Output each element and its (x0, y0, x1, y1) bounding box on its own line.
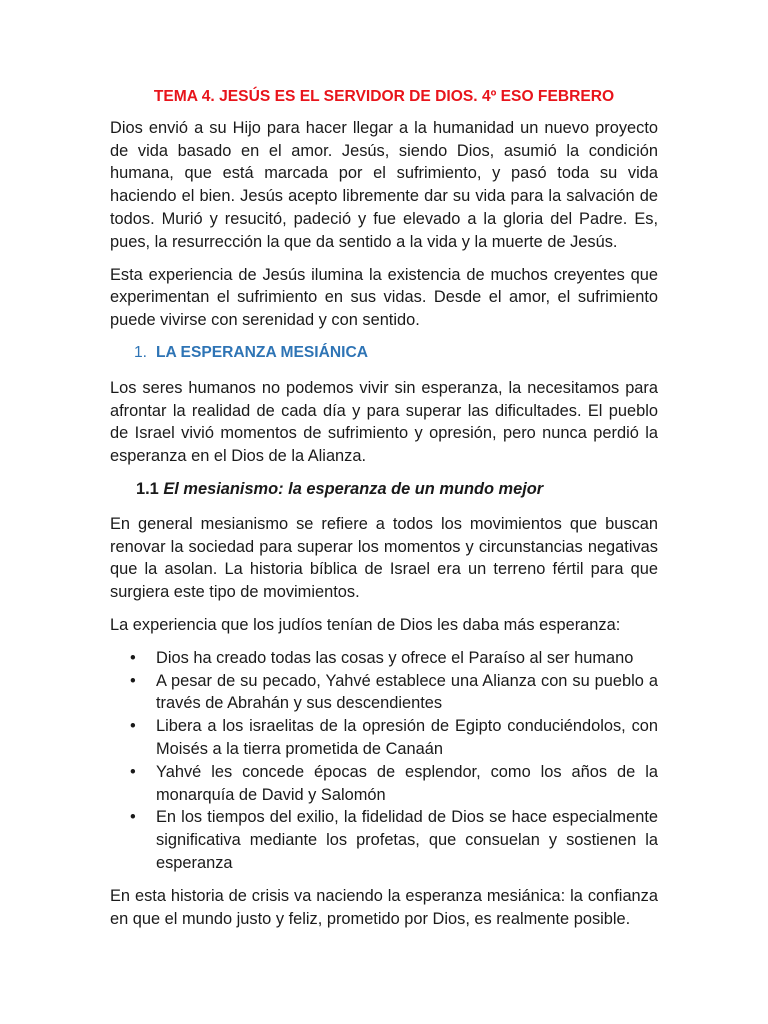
section-number: 1. (134, 343, 148, 361)
bullet-icon: • (130, 762, 136, 781)
list-item (110, 715, 658, 761)
list-item-text: Libera a los israelitas de la opresión de Egipto conduciéndolos, con Moisés a la tierra prometida de Canaán (156, 717, 658, 758)
document-body (110, 86, 658, 940)
intro-paragraph: Esta experiencia de Jesús ilumina la existencia de muchos creyentes que experimentan el sufrimiento en sus vidas. Desde el amor, el sufrimiento puede vivirse con serenidad y con sentido. (110, 265, 658, 330)
bullet-list (110, 647, 658, 875)
list-item-text: A pesar de su pecado, Yahvé establece una Alianza con su pueblo a través de Abrahán y sus descendientes (156, 671, 658, 713)
section-paragraph: Los seres humanos no podemos vivir sin esperanza, la necesitamos para afrontar la realidad de cada día y para superar las dificultades. El pueblo de Israel vivió momentos de sufrimiento y opresión, pero nunca perdió la esperanza en el Dios de la Alianza. (110, 378, 658, 466)
subsection-paragraph: En general mesianismo se refiere a todos los movimientos que buscan renovar la sociedad para superar los momentos y circunstancias negativas que la asolan. La historia bíblica de Israel era un terreno fértil para que surgiera este tipo de movimientos. (110, 514, 658, 602)
subsection-heading (136, 478, 658, 501)
section-title: LA ESPERANZA MESIÁNICA (156, 343, 368, 361)
list-item (110, 647, 658, 670)
bullet-icon: • (130, 808, 136, 827)
document-title: TEMA 4. JESÚS ES EL SERVIDOR DE DIOS. 4º ESO FEBRERO (153, 88, 615, 105)
list-item-text: Yahvé les concede épocas de esplendor, como los años de la monarquía de David y Salomón (156, 762, 658, 804)
list-item (110, 670, 658, 716)
list-item (110, 806, 658, 874)
list-item-text: Dios ha creado todas las cosas y ofrece el Paraíso al ser humano (156, 648, 634, 667)
section-heading (110, 342, 658, 365)
subsection-paragraph: La experiencia que los judíos tenían de Dios les daba más esperanza: (110, 615, 621, 634)
closing-paragraph: En esta historia de crisis va naciendo la esperanza mesiánica: la confianza en que el mundo justo y feliz, prometido por Dios, es realmente posible. (110, 886, 658, 928)
list-item (110, 761, 658, 807)
bullet-icon: • (130, 648, 136, 667)
subsection-number: 1.1 (136, 479, 159, 498)
list-item-text: En los tiempos del exilio, la fidelidad de Dios se hace especialmente significativa mediante los profetas, que consuelan y sostienen la esperanza (156, 808, 658, 872)
bullet-icon: • (130, 717, 136, 736)
bullet-icon: • (130, 671, 136, 690)
subsection-title: El mesianismo: la esperanza de un mundo mejor (163, 479, 544, 498)
intro-paragraph: Dios envió a su Hijo para hacer llegar a la humanidad un nuevo proyecto de vida basado en el amor. Jesús, siendo Dios, asumió la condición humana, que está marcada por el sufrimiento, y pasó toda su vida haciendo el bien. Jesús acepto libremente dar su vida para la salvación de todos. Murió y resucitó, padeció y fue elevado a la gloria del Padre. Es, pues, la resurrección la que da sentido a la vida y la muerte de Jesús. (110, 118, 658, 251)
